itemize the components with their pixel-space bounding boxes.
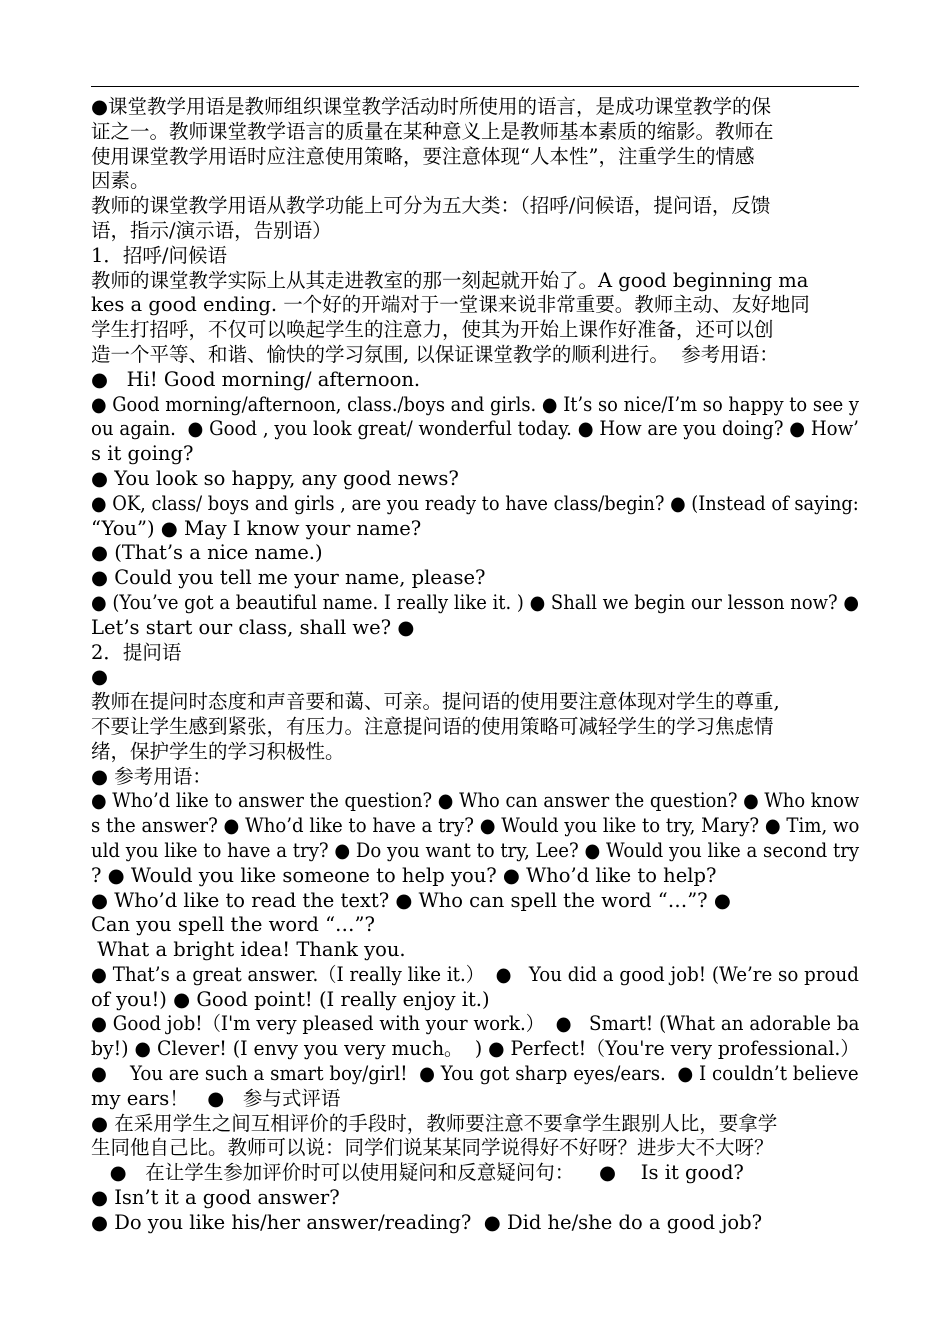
text-line: Let’s start our class, shall we? ● <box>91 615 415 639</box>
text-line: ● Who’d like to read the text? ● Who can spell the word “…”? ● <box>91 888 731 912</box>
text-line: ● 在让学生参加评价时可以使用疑问和反意疑问句： ● Is it good? <box>91 1161 744 1185</box>
text-line: 证之一。教师课堂教学语言的质量在某种意义上是教师基本素质的缩影。教师在 <box>91 119 774 143</box>
text-line: ● You look so happy, any good news? <box>91 466 459 490</box>
text-line: kes a good ending. 一个好的开端对于一堂课来说非常重要。教师主动、友好地同 <box>91 293 810 317</box>
text-line: 教师的课堂教学实际上从其走进教室的那一刻起就开始了。A good beginning ma <box>91 268 809 292</box>
text-line: 绪，保护学生的学习积极性。 <box>91 739 345 763</box>
text-line: ● Could you tell me your name, please? <box>91 566 486 590</box>
text-line: 生同他自己比。教师可以说：同学们说某某同学说得好不好呀？进步大不大呀？ <box>91 1136 774 1160</box>
text-line: by!) ● Clever! (I envy you very much。 ) ● Perfect!（You're very professional.） <box>91 1037 860 1061</box>
text-line: ou again. ● Good , you look great/ wonderful today. ● How are you doing? ● How’ <box>91 417 859 441</box>
text-line: s it going? <box>91 442 194 466</box>
text-line: 教师在提问时态度和声音要和蔼、可亲。提问语的使用要注意体现对学生的尊重, <box>91 690 780 714</box>
section-heading: 2．提问语 <box>91 640 182 664</box>
text-line: ● Who’d like to answer the question? ● Who can answer the question? ● Who know <box>91 789 860 813</box>
text-line: ● 在采用学生之间互相评价的手段时，教师要注意不要拿学生跟别人比，要拿学 <box>91 1111 778 1135</box>
text-line: uld you like to have a try? ● Do you want to try, Lee? ● Would you like a second try <box>91 838 860 862</box>
text-line: ●课堂教学用语是教师组织课堂教学活动时所使用的语言，是成功课堂教学的保 <box>91 95 772 118</box>
text-line: s the answer? ● Who’d like to have a try? ● Would you like to try, Mary? ● Tim, wo <box>91 814 860 838</box>
text-line: ● Do you like his/her answer/reading? ● Did he/she do a good job? <box>91 1210 763 1234</box>
text-line: 使用课堂教学用语时应注意使用策略，要注意体现“人本性”，注重学生的情感 <box>91 144 755 168</box>
document-page <box>91 86 859 1236</box>
text-line: 学生打招呼，不仅可以唤起学生的注意力，使其为开始上课作好准备，还可以创 <box>91 318 774 342</box>
text-line: ● You are such a smart boy/girl! ● You got sharp eyes/ears. ● I couldn’t believe <box>91 1062 859 1086</box>
text-line: ● (You’ve got a beautiful name. I really like it. ) ● Shall we begin our lesson now? ● <box>91 590 859 614</box>
text-line: ● (That’s a nice name.) <box>91 541 323 565</box>
text-line: 教师的课堂教学用语从教学功能上可分为五大类：（招呼/问候语，提问语，反馈 <box>91 194 771 218</box>
text-line: ● 参考用语： <box>91 764 212 788</box>
text-line: 语，指示/演示语，告别语） <box>91 218 332 242</box>
text-line: ? ● Would you like someone to help you? ● Who’d like to help? <box>91 863 717 887</box>
text-line: ● Good job!（I'm very pleased with your work.） ● Smart! (What an adorable ba <box>91 1012 860 1036</box>
text-line: ● <box>91 665 109 689</box>
text-line: 不要让学生感到紧张，有压力。注意提问语的使用策略可减轻学生的学习焦虑情 <box>91 714 774 738</box>
text-line: “You”) ● May I know your name? <box>91 516 422 540</box>
text-line: ● Hi! Good morning/ afternoon. <box>91 367 421 391</box>
document-body <box>91 95 859 1236</box>
text-line: ● Isn’t it a good answer? <box>91 1186 340 1210</box>
section-heading: 1．招呼/问候语 <box>91 243 227 267</box>
text-line: ● OK, class/ boys and girls , are you ready to have class/begin? ● (Instead of saying: <box>91 491 859 515</box>
text-line: my ears！ ● 参与式评语 <box>91 1086 341 1110</box>
text-line: of you!) ● Good point! (I really enjoy it.) <box>91 987 490 1011</box>
header-rule <box>91 86 859 87</box>
text-line: What a bright idea! Thank you. <box>91 938 406 962</box>
text-line: Can you spell the word “…”? <box>91 913 375 937</box>
text-line: ● That’s a great answer.（I really like it.） ● You did a good job! (We’re so proud <box>91 962 859 986</box>
text-line: ● Good morning/afternoon, class./boys and girls. ● It’s so nice/I’m so happy to see y <box>91 392 859 416</box>
text-line: 造一个平等、和谐、愉快的学习氛围, 以保证课堂教学的顺利进行。 参考用语： <box>91 342 779 366</box>
text-line: 因素。 <box>91 169 150 193</box>
